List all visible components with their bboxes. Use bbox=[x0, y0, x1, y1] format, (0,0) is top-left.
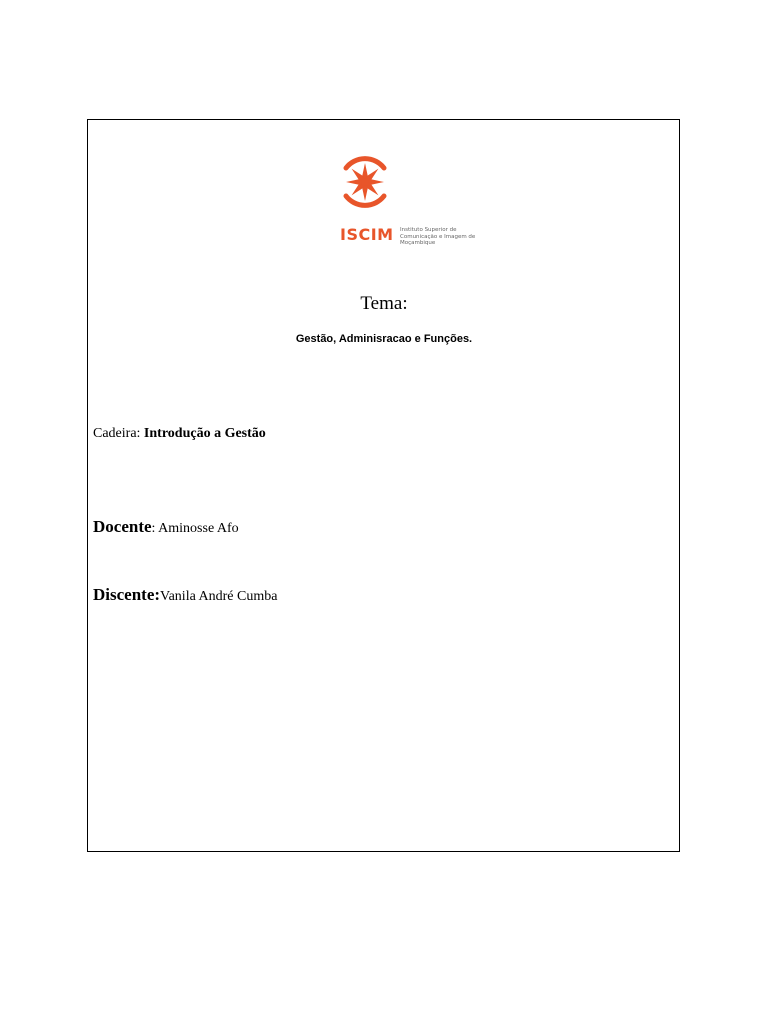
docente-value: Aminosse Afo bbox=[158, 521, 239, 536]
tema-colon: : bbox=[402, 293, 408, 314]
cadeira-value: Introdução a Gestão bbox=[143, 426, 266, 441]
tema-subject: Gestão, Adminisracao e Funções. bbox=[295, 333, 473, 345]
iscim-sun-icon bbox=[335, 152, 395, 212]
logo-tagline: Instituto Superior de Comunicação e Imagem de Moçambique bbox=[400, 227, 476, 246]
discente-label: Discente: bbox=[93, 585, 161, 604]
docente-row bbox=[93, 517, 239, 537]
discente-value: Vanila André Cumba bbox=[160, 589, 278, 604]
cadeira-row bbox=[93, 426, 266, 442]
tema-label: Tema bbox=[360, 293, 403, 314]
iscim-logo bbox=[335, 152, 485, 252]
docente-colon: : bbox=[151, 521, 156, 536]
discente-row bbox=[93, 585, 277, 605]
cadeira-label: Cadeira: bbox=[93, 426, 141, 441]
docente-label: Docente bbox=[93, 517, 152, 536]
logo-wordmark: ISCIM bbox=[340, 225, 394, 244]
tema-heading bbox=[0, 293, 768, 315]
